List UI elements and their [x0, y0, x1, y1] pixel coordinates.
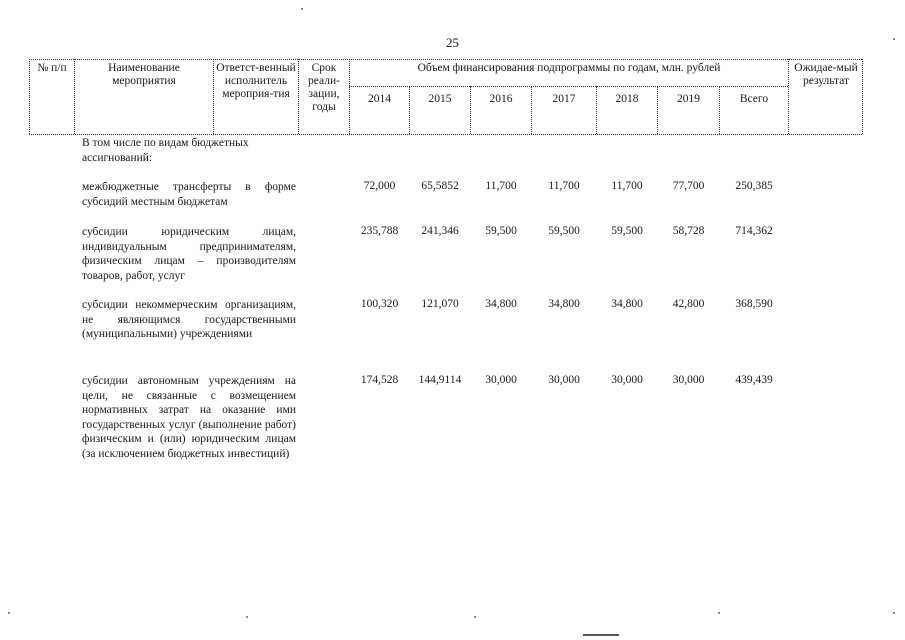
row-label: межбюджетные трансферты в форме субсидий местным бюджетам: [82, 181, 296, 208]
row-value: 241,346: [421, 225, 459, 237]
header-name: Наименование мероприятия: [108, 62, 180, 87]
row-value: 30,000: [485, 374, 517, 386]
header-number: № п/п: [37, 62, 67, 74]
year-2019: 2019: [677, 93, 700, 105]
row-value: 11,700: [548, 180, 580, 192]
row-value: 144,9114: [418, 374, 462, 386]
row-value: 30,000: [672, 374, 705, 386]
intro-text: В том числе по видам бюджетных ассигнований:: [82, 137, 249, 164]
row-total: 250,385: [735, 180, 773, 192]
row-value: 11,700: [485, 180, 517, 192]
header-result: Ожидае-мый результат: [794, 62, 858, 87]
row-value: 121,070: [421, 298, 459, 310]
year-2014: 2014: [368, 93, 391, 105]
scan-artifact: [893, 38, 895, 40]
row-value: 34,800: [611, 298, 643, 310]
scan-artifact: [301, 8, 303, 10]
row-value: 59,500: [485, 225, 517, 237]
row-label: субсидии автономным учреждениям на цели, не связанные с возмещением нормативных затрат на оказание ими государственных услуг (выполнение работ) физическим и (или) юридическим лицам (за исключением бюджетных инвестиций): [82, 375, 296, 460]
row-total: 368,590: [735, 298, 773, 310]
row-value: 72,000: [363, 180, 396, 192]
row-value: 34,800: [485, 298, 517, 310]
row-value: 77,700: [672, 180, 705, 192]
row-value: 59,500: [611, 225, 643, 237]
header-term: Срок реали-зации, годы: [308, 62, 340, 113]
year-2015: 2015: [428, 93, 452, 105]
page-number: 25: [446, 35, 459, 50]
header-executor: Ответст-венный исполнитель мероприя-тия: [216, 62, 296, 100]
row-value: 42,800: [672, 298, 705, 310]
scan-artifact: [583, 634, 619, 636]
row-value: 174,528: [360, 374, 399, 386]
year-total: Всего: [739, 93, 769, 105]
row-label: субсидии некоммерческим организациям, не являющимся государственными (муниципальными) учреждениями: [82, 299, 296, 340]
scan-artifact: [474, 616, 476, 618]
row-value: 58,728: [672, 225, 705, 237]
scan-artifact: [246, 616, 248, 618]
year-2018: 2018: [615, 93, 639, 105]
year-2017: 2017: [552, 93, 576, 105]
row-label: субсидии юридическим лицам, индивидуальным предпринимателям, физическим лицам – производителям товаров, работ, услуг: [82, 226, 296, 282]
scan-artifact: [8, 612, 10, 614]
row-value: 65,5852: [421, 180, 459, 192]
scan-artifact: [893, 612, 895, 614]
row-value: 59,500: [548, 225, 580, 237]
row-value: 34,800: [548, 298, 580, 310]
row-value: 11,700: [611, 180, 643, 192]
header-funding: Объем финансирования подпрограммы по годам, млн. рублей: [417, 62, 721, 74]
row-total: 714,362: [735, 225, 773, 237]
row-total: 439,439: [735, 374, 773, 386]
year-2016: 2016: [489, 93, 513, 105]
scan-artifact: [718, 612, 720, 614]
row-value: 30,000: [548, 374, 580, 386]
row-value: 235,788: [360, 225, 399, 237]
row-value: 100,320: [360, 298, 399, 310]
row-value: 30,000: [611, 374, 643, 386]
